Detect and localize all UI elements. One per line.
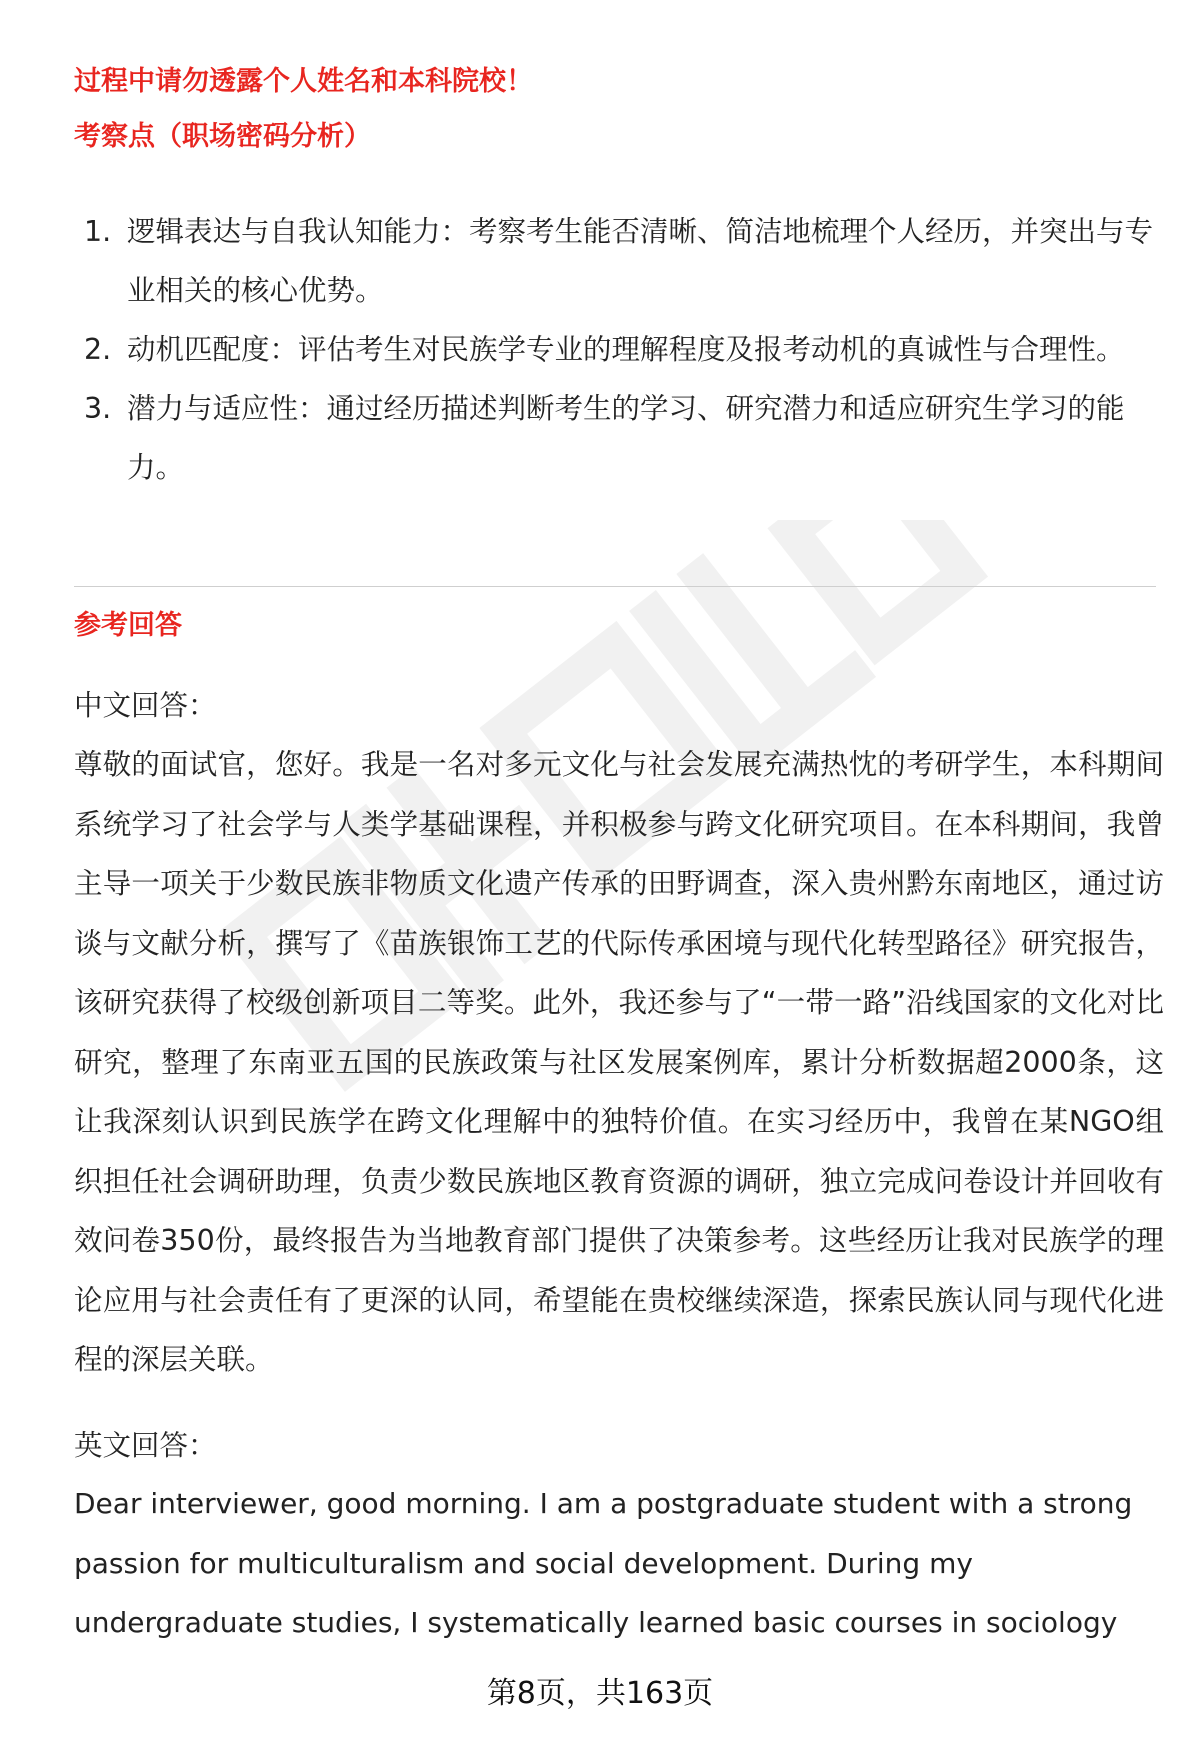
list-item	[74, 379, 1164, 497]
list-item-text: 逻辑表达与自我认知能力：考察考生能否清晰、简洁地梳理个人经历，并突出与专业相关的核心优势。	[127, 215, 1154, 307]
english-answer-text: Dear interviewer, good morning. I am a postgraduate student with a strong passion for multiculturalism and social development. During my undergraduate studies, I systematically learned basic courses in sociology	[74, 1487, 1133, 1639]
english-answer-label: 英文回答：	[74, 1429, 217, 1462]
list-item-text: 潜力与适应性：通过经历描述判断考生的学习、研究潜力和适应研究生学习的能力。	[127, 392, 1125, 484]
section-divider	[74, 586, 1156, 587]
section-title-reference-answer: 参考回答	[74, 610, 182, 641]
list-number: 2.	[84, 333, 112, 366]
list-number: 3.	[84, 392, 112, 425]
list-item-text: 动机匹配度：评估考生对民族学专业的理解程度及报考动机的真诚性与合理性。	[127, 333, 1125, 366]
section-title-key-points: 考察点（职场密码分析）	[74, 121, 371, 152]
document-page	[74, 0, 1164, 1755]
list-item	[74, 320, 1164, 379]
list-number: 1.	[84, 215, 112, 248]
chinese-answer-text: 尊敬的面试官，您好。我是一名对多元文化与社会发展充满热忱的考研学生，本科期间系统学习了社会学与人类学基础课程，并积极参与跨文化研究项目。在本科期间，我曾主导一项关于少数民族非物质文化遗产传承的田野调查，深入贵州黔东南地区，通过访谈与文献分析，撰写了《苗族银饰工艺的代际传承困境与现代化转型路径》研究报告，该研究获得了校级创新项目二等奖。此外，我还参与了“一带一路”沿线国家的文化对比研究，整理了东南亚五国的民族政策与社区发展案例库，累计分析数据超2000条，这让我深刻认识到民族学在跨文化理解中的独特价值。在实习经历中，我曾在某NGO组织担任社会调研助理，负责少数民族地区教育资源的调研，独立完成问卷设计并回收有效问卷350份，最终报告为当地教育部门提供了决策参考。这些经历让我对民族学的理论应用与社会责任有了更深的认同，希望能在贵校继续深造，探索民族认同与现代化进程的深层关联。	[74, 748, 1164, 1376]
privacy-warning: 过程中请勿透露个人姓名和本科院校！	[74, 66, 533, 97]
list-item	[74, 202, 1164, 320]
chinese-answer-label: 中文回答：	[74, 689, 217, 722]
key-points-list	[74, 202, 1164, 497]
page-number: 第8页，共163页	[486, 1676, 714, 1711]
